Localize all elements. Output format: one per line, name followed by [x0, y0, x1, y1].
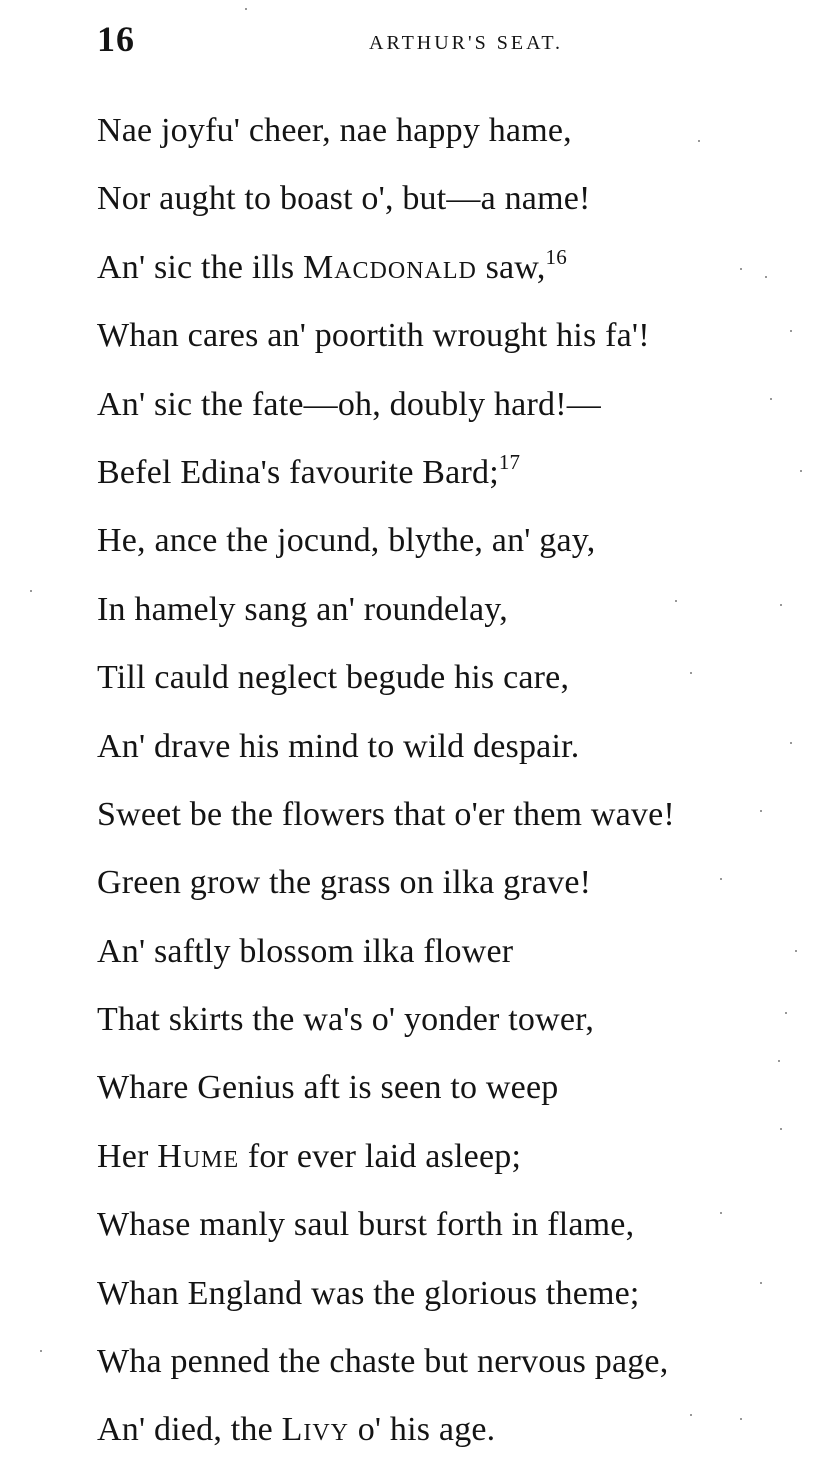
name-hume: Hume [157, 1137, 240, 1175]
running-title: ARTHUR'S SEAT. [369, 32, 564, 54]
poem-line: Whare Genius aft is seen to weep [97, 1069, 559, 1107]
poem-line: An' sic the fate—oh, doubly hard!— [97, 385, 601, 423]
footnote-marker: 16 [545, 244, 567, 269]
poem-text [97, 97, 797, 1465]
footnote-marker: 17 [498, 449, 521, 474]
page-number: 16 [97, 19, 135, 59]
poem-line: Sweet be the flowers that o'er them wave! [97, 795, 675, 833]
poem-line: Whan England was the glorious theme; [97, 1274, 640, 1312]
poem-line: Till cauld neglect begude his care, [97, 659, 570, 697]
poem-line: Her Hume for ever laid asleep; [97, 1137, 522, 1175]
poem-line: Whase manly saul burst forth in flame, [97, 1206, 635, 1244]
name-livy: Livy [281, 1411, 349, 1449]
name-macdonald: Macdonald [302, 248, 477, 286]
poem-line: An' died, the Livy o' his age. [97, 1411, 496, 1449]
poem-line: Green grow the grass on ilka grave! [97, 864, 592, 902]
poem-line: Wha penned the chaste but nervous page, [97, 1343, 669, 1381]
poem-line: An' sic the ills Macdonald saw,$^{16}$ [97, 244, 567, 286]
page-header [97, 18, 657, 68]
poem-line: An' saftly blossom ilka flower [97, 932, 514, 970]
poem-line: In hamely sang an' roundelay, [97, 590, 508, 628]
poem-line: That skirts the wa's o' yonder tower, [97, 1001, 595, 1039]
poem-line: He, ance the jocund, blythe, an' gay, [97, 522, 596, 560]
poem-line: An' drave his mind to wild despair. [97, 727, 580, 765]
poem-line: Nae joyfu' cheer, nae happy hame, [97, 112, 572, 149]
poem-line: Whan cares an' poortith wrought his fa'! [97, 317, 650, 355]
poem-line: Nor aught to boast o', but—a name! [97, 180, 591, 218]
poem-line: Befel Edina's favourite Bard;$^{17}$ [97, 449, 521, 491]
